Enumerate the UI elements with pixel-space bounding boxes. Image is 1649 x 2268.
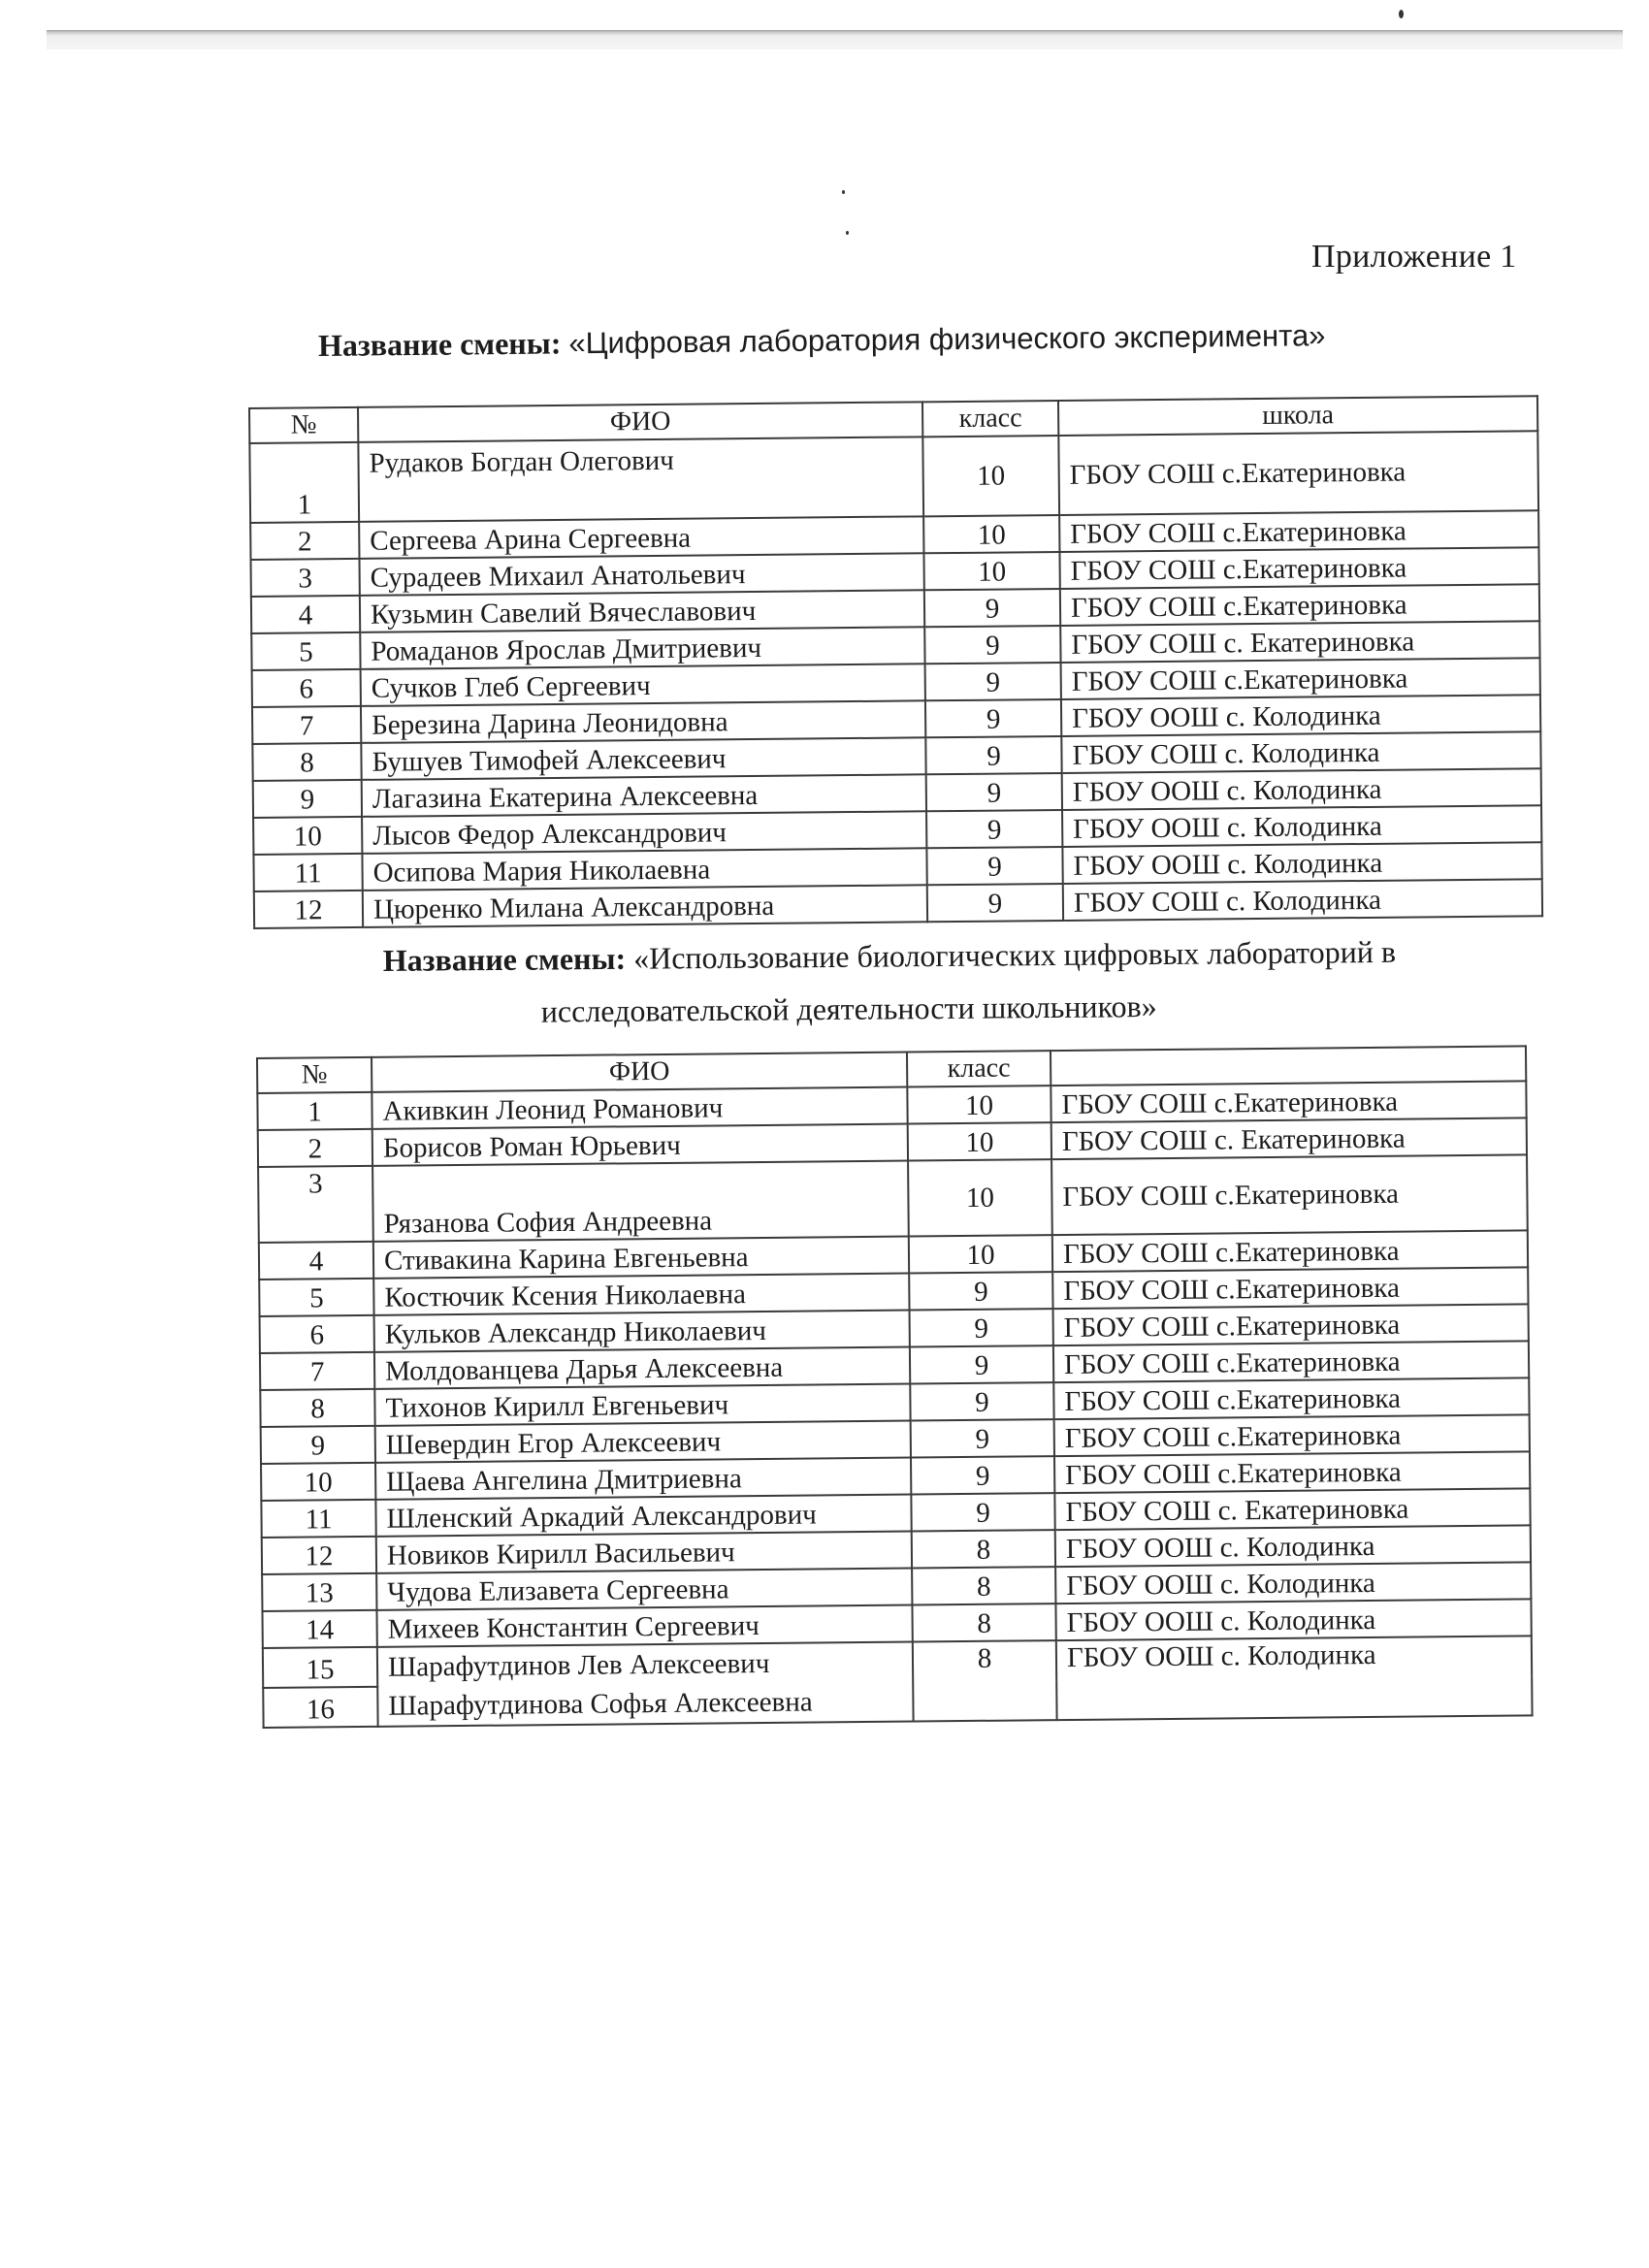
appendix-label: Приложение 1 xyxy=(1311,239,1517,275)
row-number: 4 xyxy=(251,596,360,633)
student-school: ГБОУ СОШ с.Екатериновка xyxy=(1054,1414,1530,1456)
student-school: ГБОУ ООШ с. Колодинка xyxy=(1062,842,1541,884)
student-name: Чудова Елизавета Сергеевна xyxy=(376,1569,912,1610)
student-name: Сучков Глеб Сергеевич xyxy=(361,664,925,706)
student-school: ГБОУ СОШ с.Екатериновка xyxy=(1052,1230,1528,1272)
student-class: 8 xyxy=(912,1604,1055,1641)
header-num: № xyxy=(257,1057,372,1093)
shift-title-prefix: Название смены: xyxy=(382,940,627,979)
row-number: 7 xyxy=(252,706,361,744)
header-class: класс xyxy=(907,1051,1051,1086)
header-fio: ФИО xyxy=(372,1053,907,1092)
student-class: 9 xyxy=(909,1272,1052,1310)
row-number: 9 xyxy=(253,780,362,818)
row-number: 14 xyxy=(262,1610,376,1648)
student-name: Березина Дарина Леонидовна xyxy=(361,700,925,743)
student-class: 8 xyxy=(912,1567,1055,1604)
student-class: 9 xyxy=(927,884,1063,922)
student-name: Лагазина Екатерина Алексеевна xyxy=(362,774,926,817)
student-class: 9 xyxy=(910,1345,1053,1383)
student-school: ГБОУ СОШ с. Екатериновка xyxy=(1051,1118,1527,1159)
header-school: школа xyxy=(1058,396,1537,436)
shift-title-name: «Цифровая лаборатория физического эксперимента» xyxy=(568,318,1326,361)
student-school: ГБОУ СОШ с.Екатериновка xyxy=(1053,1304,1529,1345)
row-number: 10 xyxy=(261,1463,375,1501)
student-name: Тихонов Кирилл Евгеньевич xyxy=(374,1384,910,1426)
header-class: класс xyxy=(922,401,1058,437)
student-school: ГБОУ СОШ с.Екатериновка xyxy=(1059,510,1538,552)
student-name: Кульков Александр Николаевич xyxy=(374,1311,910,1352)
student-school: ГБОУ ООШ с. Колодинка xyxy=(1056,1636,1533,1720)
student-name: Борисов Роман Юрьевич xyxy=(372,1124,908,1166)
student-class: 8 xyxy=(913,1640,1057,1721)
student-class: 10 xyxy=(908,1122,1051,1160)
student-school: ГБОУ СОШ с.Екатериновка xyxy=(1054,1451,1530,1493)
student-school: ГБОУ ООШ с. Колодинка xyxy=(1055,1525,1531,1567)
student-name: Сурадеев Михаил Анатольевич xyxy=(360,553,924,596)
scan-speck xyxy=(842,190,845,194)
student-school: ГБОУ СОШ с.Екатериновка xyxy=(1060,584,1539,626)
student-name: Шленский Аркадий Александрович xyxy=(375,1495,911,1537)
row-number: 11 xyxy=(261,1500,375,1538)
row-number: 2 xyxy=(258,1129,372,1167)
student-name: Ромаданов Ярослав Дмитриевич xyxy=(360,627,924,669)
row-number: 9 xyxy=(261,1426,375,1464)
student-class: 9 xyxy=(925,663,1061,700)
shift-title-name-line-2: исследовательской деятельности школьников» xyxy=(540,988,1157,1029)
row-number: 3 xyxy=(251,559,360,597)
row-number: 4 xyxy=(259,1242,373,1280)
row-number: 5 xyxy=(259,1279,373,1316)
student-school: ГБОУ ООШ с. Колодинка xyxy=(1062,768,1541,810)
scan-edge-artifact xyxy=(47,30,1623,49)
student-name: Стивакина Карина Евгеньевна xyxy=(373,1237,909,1279)
student-class: 10 xyxy=(923,552,1059,590)
row-number: 2 xyxy=(250,522,359,560)
student-school: ГБОУ СОШ с.Екатериновка xyxy=(1053,1341,1529,1382)
student-name: Лысов Федор Александрович xyxy=(362,811,926,854)
student-school: ГБОУ СОШ с.Екатериновка xyxy=(1051,1081,1526,1122)
student-class: 10 xyxy=(909,1235,1052,1273)
student-name: Шарафутдинова Софья Алексеевна xyxy=(388,1686,813,1722)
student-name: Цюренко Милана Александровна xyxy=(363,885,927,927)
row-number: 16 xyxy=(263,1687,377,1728)
scan-speck xyxy=(1399,10,1404,18)
student-name: Шарафутдинов Лев Алексеевич xyxy=(387,1647,770,1683)
student-name: Рудаков Богдан Олегович xyxy=(358,437,923,522)
student-class: 9 xyxy=(911,1493,1054,1531)
student-name: Сергеева Арина Сергеевна xyxy=(359,516,923,559)
row-number: 15 xyxy=(263,1647,377,1688)
header-school xyxy=(1051,1046,1526,1085)
student-school: ГБОУ СОШ с. Колодинка xyxy=(1061,731,1540,773)
row-number: 3 xyxy=(258,1166,373,1243)
row-number: 6 xyxy=(252,669,361,707)
row-number: 6 xyxy=(260,1315,374,1353)
student-class: 9 xyxy=(925,699,1061,737)
student-class: 9 xyxy=(910,1309,1053,1346)
student-school: ГБОУ СОШ с.Екатериновка xyxy=(1052,1267,1528,1309)
student-class: 8 xyxy=(912,1530,1055,1568)
header-fio: ФИО xyxy=(358,402,922,442)
student-class: 9 xyxy=(911,1456,1054,1494)
student-name: Молдованцева Дарья Алексеевна xyxy=(374,1347,910,1389)
student-name: Кузьмин Савелий Вячеславович xyxy=(360,590,924,632)
student-school: ГБОУ СОШ с. Екатериновка xyxy=(1060,621,1539,663)
student-name: Акивкин Леонид Романович xyxy=(372,1087,907,1129)
student-school: ГБОУ СОШ с.Екатериновка xyxy=(1051,1154,1528,1235)
table-row xyxy=(258,1154,1528,1243)
student-name: Осипова Мария Николаевна xyxy=(362,848,926,891)
shift-title-prefix: Название смены: xyxy=(317,325,562,363)
student-school: ГБОУ ООШ с. Колодинка xyxy=(1055,1599,1531,1640)
student-class: 10 xyxy=(908,1159,1052,1236)
student-school: ГБОУ СОШ с. Екатериновка xyxy=(1054,1488,1530,1530)
student-class: 9 xyxy=(925,736,1061,774)
student-class: 9 xyxy=(924,626,1060,664)
row-number: 8 xyxy=(252,743,361,781)
student-school: ГБОУ ООШ с. Колодинка xyxy=(1062,805,1541,847)
student-name: Рязанова София Андреевна xyxy=(372,1161,909,1242)
row-number: 7 xyxy=(260,1352,374,1390)
student-school: ГБОУ СОШ с.Екатериновка xyxy=(1061,658,1540,699)
row-number: 12 xyxy=(262,1537,376,1574)
student-school: ГБОУ СОШ с. Колодинка xyxy=(1063,879,1542,921)
student-class: 9 xyxy=(926,810,1062,848)
student-school: ГБОУ СОШ с.Екатериновка xyxy=(1053,1377,1529,1419)
student-class: 10 xyxy=(907,1085,1051,1123)
row-number: 10 xyxy=(253,817,362,855)
student-names-merged xyxy=(377,1642,914,1727)
student-class: 10 xyxy=(922,436,1059,516)
student-class: 9 xyxy=(924,589,1060,627)
table-row xyxy=(249,431,1538,523)
student-name: Костючик Ксения Николаевна xyxy=(373,1274,909,1315)
student-school: ГБОУ ООШ с. Колодинка xyxy=(1061,695,1540,736)
student-name: Бушуев Тимофей Алексеевич xyxy=(361,737,925,780)
shift-1-title xyxy=(318,317,1326,364)
row-number: 11 xyxy=(253,854,362,891)
student-school: ГБОУ СОШ с.Екатериновка xyxy=(1058,431,1538,515)
student-class: 9 xyxy=(926,847,1062,885)
student-school: ГБОУ ООШ с. Колодинка xyxy=(1055,1562,1531,1604)
row-number: 12 xyxy=(254,891,363,928)
row-number: 8 xyxy=(260,1389,374,1427)
student-name: Новиков Кирилл Васильевич xyxy=(376,1532,912,1573)
row-number: 1 xyxy=(257,1092,372,1130)
student-class: 10 xyxy=(923,515,1059,553)
shift-2-title xyxy=(383,924,1500,1039)
row-number: 13 xyxy=(262,1573,376,1611)
student-class: 9 xyxy=(910,1382,1053,1420)
shift-title-name-line-1: «Использование биологических цифровых лабораторий в xyxy=(632,933,1397,976)
student-name: Щаева Ангелина Дмитриевна xyxy=(375,1458,911,1500)
student-name: Михеев Константин Сергеевич xyxy=(376,1605,912,1647)
student-school: ГБОУ СОШ с.Екатериновка xyxy=(1059,547,1538,589)
header-num: № xyxy=(249,407,358,443)
student-class: 9 xyxy=(911,1419,1054,1457)
shift-2-roster-table xyxy=(256,1045,1534,1729)
student-name: Шевердин Егор Алексеевич xyxy=(375,1421,911,1463)
scan-speck xyxy=(846,231,849,235)
shift-1-roster-table xyxy=(248,395,1543,929)
student-class: 9 xyxy=(926,773,1062,811)
row-number: 1 xyxy=(249,442,359,523)
row-number: 5 xyxy=(251,632,360,670)
